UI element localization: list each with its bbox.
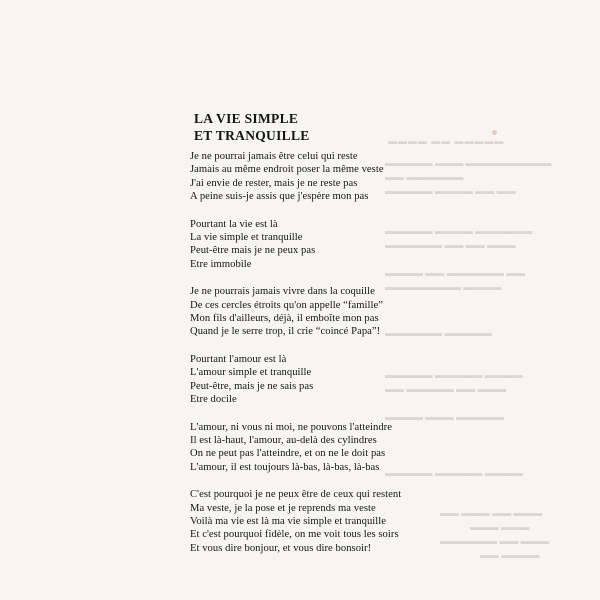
stanza-6 bbox=[190, 488, 520, 555]
verse-line: C'est pourquoi je ne peux être de ceux qui restent bbox=[190, 489, 402, 501]
verse-line: L'amour simple et tranquille bbox=[190, 367, 312, 379]
show-through-text: ▬▬ ▬▬▬▬ bbox=[480, 551, 540, 561]
verse-line: Etre immobile bbox=[190, 258, 252, 270]
verse-line: On ne peut pas l'atteindre, et on ne le doit pas bbox=[190, 448, 386, 460]
show-through-text: ▬▬▬▬ ▬▬▬ ▬▬▬▬▬ bbox=[385, 413, 504, 423]
show-through-text: ▬▬▬▬▬▬▬▬ ▬▬▬▬ bbox=[385, 283, 502, 293]
show-through-text: ▬▬▬▬▬ ▬▬▬▬▬ ▬▬▬▬ bbox=[385, 469, 523, 479]
show-through-text: ▬▬▬▬▬ ▬▬▬▬▬ ▬▬▬▬ bbox=[385, 371, 523, 381]
verse-line: Je ne pourrai jamais être celui qui reste bbox=[190, 151, 358, 162]
verse-line: Etre docile bbox=[190, 394, 237, 406]
verse-line: Ma veste, je la pose et je reprends ma veste bbox=[190, 502, 376, 514]
verse-line: L'amour, il est toujours là-bas, là-bas, là-bas bbox=[190, 461, 380, 473]
verse-line: Pourtant la vie est là bbox=[190, 218, 278, 230]
show-through-text: ▬▬▬▬▬ ▬▬▬▬ ▬▬ ▬▬ bbox=[385, 187, 516, 197]
verse-line: Mon fils d'ailleurs, déjà, il emboîte mon pas bbox=[190, 313, 379, 325]
show-through-text: ▬▬ ▬▬▬▬▬▬ bbox=[385, 173, 464, 183]
poem-title bbox=[194, 110, 310, 144]
verse-line: Il est là-haut, l'amour, au-delà des cylindres bbox=[190, 434, 377, 446]
paper-mark bbox=[492, 130, 497, 135]
show-through-text: ▬▬ ▬▬▬ ▬▬ ▬▬▬ bbox=[440, 509, 543, 519]
show-through-text: ▬▬▬ ▬▬▬ bbox=[470, 523, 530, 533]
poem-body bbox=[190, 150, 520, 569]
verse-line: Voilà ma vie est là ma vie simple et tranquille bbox=[190, 515, 387, 527]
poem-title-line: LA VIE SIMPLE bbox=[194, 111, 299, 126]
verse-line: J'ai envie de rester, mais je ne reste pas bbox=[190, 177, 358, 189]
verse-line: Je ne pourrais jamais vivre dans la coquille bbox=[190, 286, 375, 298]
verse-line: De ces cercles étroits qu'on appelle “famille” bbox=[190, 299, 384, 311]
stanza-2 bbox=[190, 218, 520, 272]
verse-line: Quand je le serre trop, il crie “coincé Papa”! bbox=[190, 326, 381, 338]
show-through-text: ▬▬▬▬▬ ▬▬▬▬ ▬▬▬▬▬▬ bbox=[385, 227, 533, 237]
verse-line: Peut-être, mais je ne sais pas bbox=[190, 380, 314, 392]
show-through-text: ▬▬▬▬▬▬ ▬▬▬▬▬ bbox=[385, 329, 492, 339]
stanza-5 bbox=[190, 421, 520, 475]
poem-title-line: ET TRANQUILLE bbox=[194, 128, 310, 143]
verse-line: A peine suis-je assis que j'espère mon pas bbox=[190, 191, 369, 203]
show-through-text: ▬▬▬▬▬▬ ▬▬ ▬▬▬ bbox=[440, 537, 550, 547]
verse-line: L'amour, ni vous ni moi, ne pouvons l'atteindre bbox=[190, 421, 392, 433]
verse-line: La vie simple et tranquille bbox=[190, 232, 303, 244]
verse-line: Et vous dire bonjour, et vous dire bonsoir! bbox=[190, 542, 372, 554]
verse-line: Pourtant l'amour est là bbox=[190, 353, 287, 365]
verse-line: Et c'est pourquoi fidèle, on me voit tous les soirs bbox=[190, 529, 399, 541]
show-through-text: ▬▬▬▬ ▬▬ ▬▬▬▬▬ bbox=[388, 136, 505, 146]
stanza-1 bbox=[190, 150, 520, 204]
verse-line: Peut-être mais je ne peux pas bbox=[190, 245, 316, 257]
show-through-text: ▬▬▬▬▬▬ ▬▬ ▬▬ ▬▬▬ bbox=[385, 241, 516, 251]
verse-line: Jamais au même endroit poser la même veste bbox=[190, 164, 384, 176]
stanza-3 bbox=[190, 285, 520, 339]
show-through-text: ▬▬ ▬▬▬▬▬ ▬▬ ▬▬▬ bbox=[385, 385, 507, 395]
stanza-4 bbox=[190, 353, 520, 407]
show-through-text: ▬▬▬▬ ▬▬ ▬▬▬▬▬▬ ▬▬ bbox=[385, 269, 526, 279]
show-through-text: ▬▬▬▬▬ ▬▬▬ ▬▬▬▬▬▬▬▬▬ bbox=[385, 159, 552, 169]
